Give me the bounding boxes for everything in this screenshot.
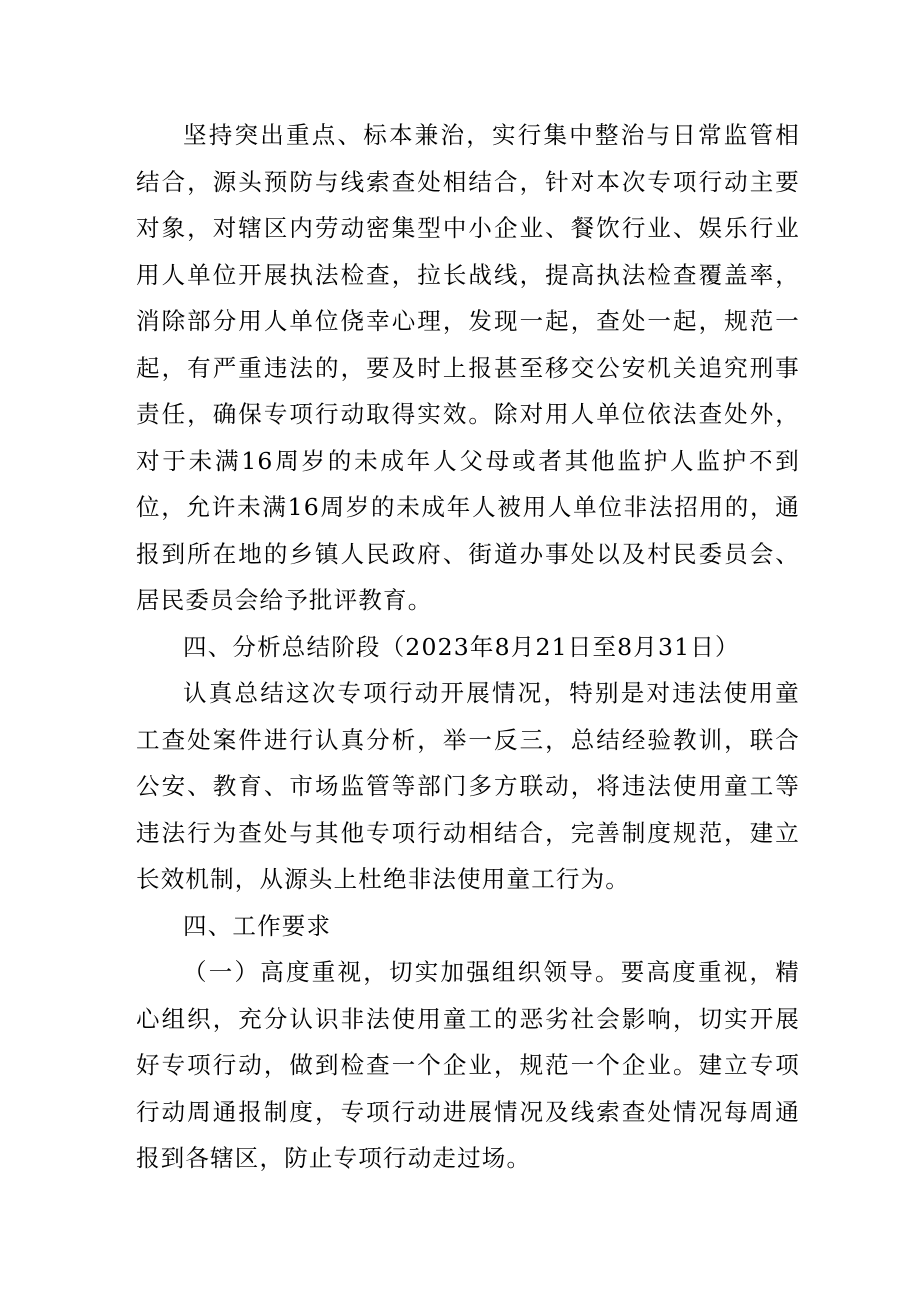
section-heading-summary-stage: 四、分析总结阶段（2023年8月21日至8月31日） — [183, 632, 740, 661]
paragraph-requirement-1: （一）高度重视，切实加强组织领导。要高度重视，精心组织，充分认识非法使用童工的恶劣社会影响，切实开展好专项行动，做到检查一个企业，规范一个企业。建立专项行动周通报制度，专项行动进展情况及线索查处情况每周通报到各辖区，防止专项行动走过场。 — [136, 958, 800, 1172]
section-heading-work-requirements: 四、工作要求 — [183, 911, 332, 940]
document-body — [136, 112, 800, 1182]
paragraph-summary: 认真总结这次专项行动开展情况，特别是对违法使用童工查处案件进行认真分析，举一反三，总结经验教训，联合公安、教育、市场监管等部门多方联动，将违法使用童工等违法行为查处与其他专项行动相结合，完善制度规范，建立长效机制，从源头上杜绝非法使用童工行为。 — [136, 679, 800, 893]
paragraph-enforcement: 坚持突出重点、标本兼治，实行集中整治与日常监管相结合，源头预防与线索查处相结合，针对本次专项行动主要对象，对辖区内劳动密集型中小企业、餐饮行业、娱乐行业用人单位开展执法检查，拉长战线，提高执法检查覆盖率，消除部分用人单位侥幸心理，发现一起，查处一起，规范一起，有严重违法的，要及时上报甚至移交公安机关追究刑事责任，确保专项行动取得实效。除对用人单位依法查处外，对于未满16周岁的未成年人父母或者其他监护人监护不到位，允许未满16周岁的未成年人被用人单位非法招用的，通报到所在地的乡镇人民政府、街道办事处以及村民委员会、居民委员会给予批评教育。 — [136, 121, 800, 614]
